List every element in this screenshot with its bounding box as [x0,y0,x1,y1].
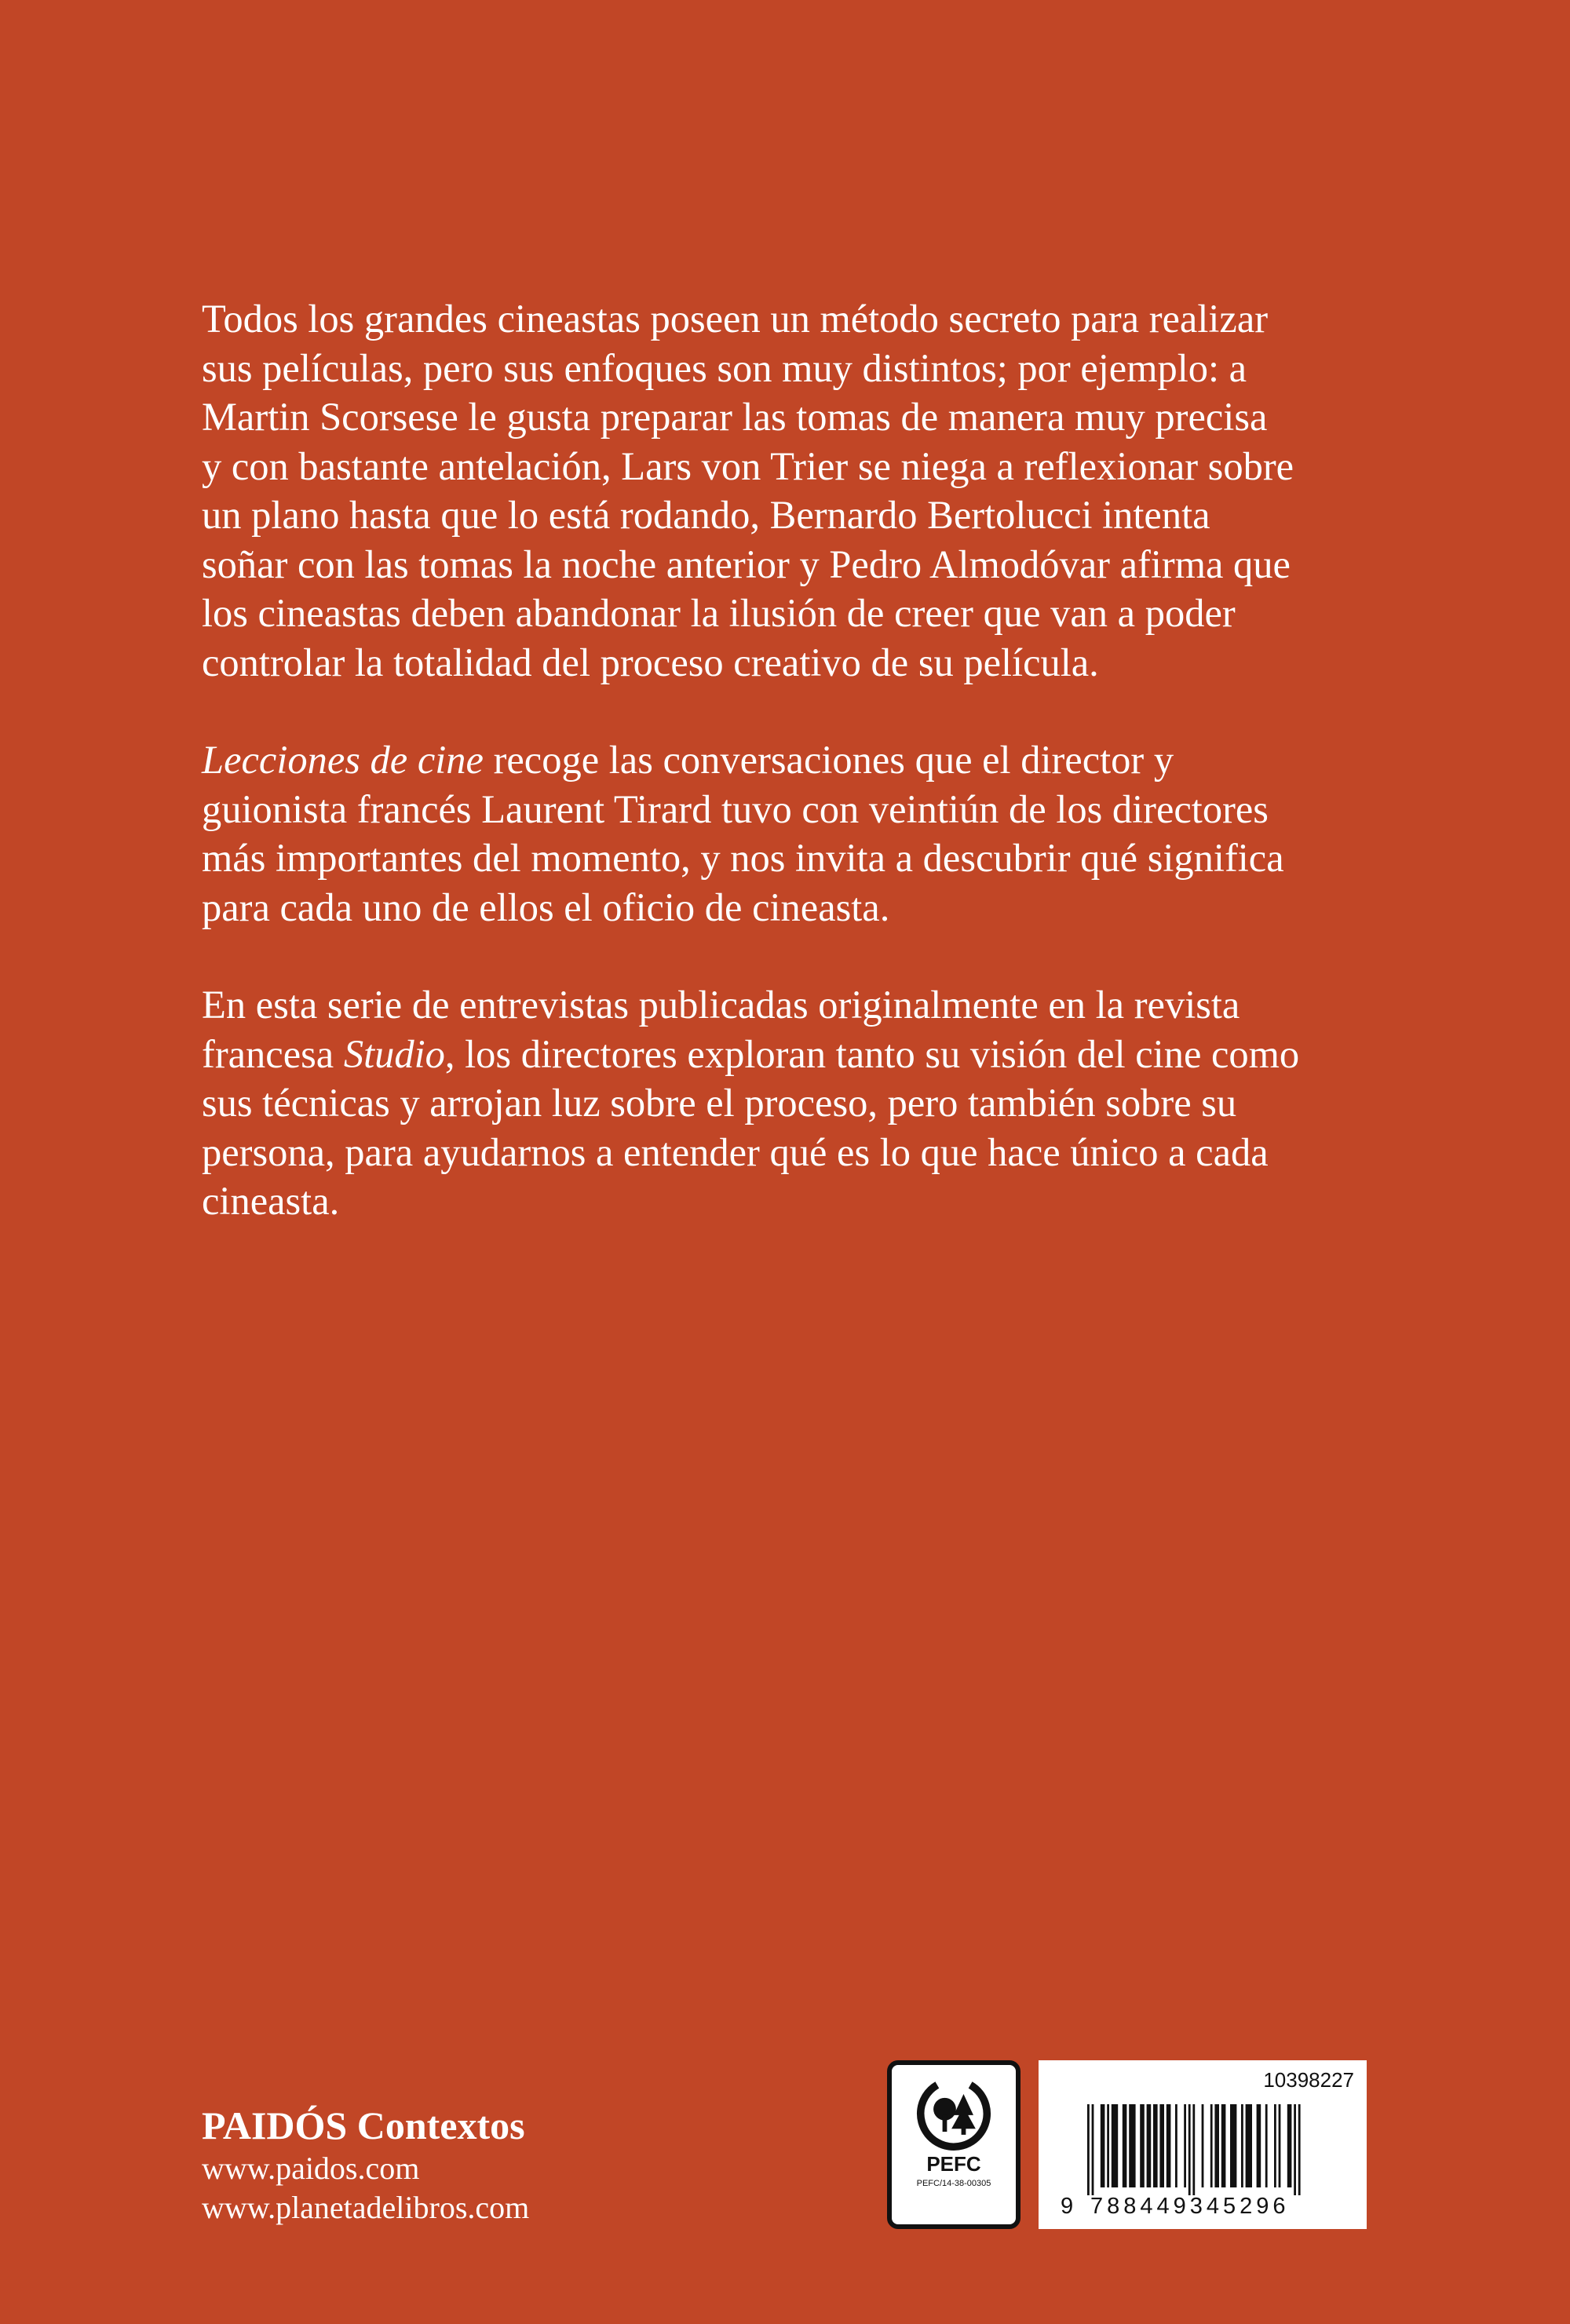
barcode-digits: 788449345296 [1090,2194,1290,2219]
barcode-bar [1184,2104,1186,2187]
blurb-line: sus técnicas y arrojan luz sobre el proceso, pero también sobre su [202,1081,1237,1125]
barcode-bar [1210,2104,1213,2187]
publisher-imprint [202,2102,529,2227]
barcode-bar [1123,2104,1127,2187]
back-cover-blurb [202,294,1379,1275]
barcode-bar [1287,2104,1292,2187]
blurb-paragraph-2 [202,735,1379,932]
blurb-line: un plano hasta que lo está rodando, Bernardo Bertolucci intenta [202,493,1210,537]
blurb-line: más importantes del momento, y nos invita a descubrir qué significa [202,836,1284,880]
barcode-bar [1140,2104,1145,2187]
blurb-paragraph-3 [202,980,1379,1226]
barcode-bar [1221,2104,1226,2187]
barcode-bar [1087,2104,1090,2195]
barcode-bar [1279,2104,1281,2187]
blurb-line: Todos los grandes cineastas poseen un método secreto para realizar [202,297,1269,341]
pefc-tree-logo-icon [916,2076,991,2151]
blurb-line: persona, para ayudarnos a entender qué es lo que hace único a cada [202,1129,1269,1174]
blurb-line: y con bastante antelación, Lars von Trier se niega a reflexionar sobre [202,443,1294,488]
barcode-bar [1230,2104,1236,2187]
barcode-bar [1112,2104,1118,2187]
barcode-bar [1257,2104,1261,2187]
blurb-line: los cineastas deben abandonar la ilusión de creer que van a poder [202,591,1236,635]
pefc-certification-badge [887,2060,1020,2229]
barcode-bar [1167,2104,1171,2187]
blurb-line: sus películas, pero sus enfoques son muy distintos; por ejemplo: a [202,345,1247,390]
barcode-bar [1188,2104,1191,2195]
barcode-bar [1101,2104,1105,2187]
blurb-line: Martin Scorsese le gusta preparar las tomas de manera muy precisa [202,395,1268,439]
barcode-bar [1241,2104,1243,2187]
isbn-barcode [1039,2060,1367,2229]
blurb-line [202,1030,1379,1079]
blurb-line: para cada uno de ellos el oficio de cineasta. [202,885,890,929]
pefc-label: PEFC [926,2152,981,2176]
barcode-bar [1129,2104,1135,2187]
blurb-line: soñar con las tomas la noche anterior y Pedro Almodóvar afirma que [202,542,1291,586]
barcode-bar [1159,2104,1164,2187]
barcode-bar [1265,2104,1268,2187]
imprint-title: PAIDÓS Contextos [202,2103,525,2147]
blurb-line: controlar la totalidad del proceso creativo de su película. [202,640,1099,684]
paidos-website-link[interactable]: www.paidos.com [202,2151,420,2186]
barcode-bar [1175,2104,1178,2187]
barcode-bar [1092,2104,1094,2195]
barcode-bar [1214,2104,1219,2187]
reference-number: 10398227 [1263,2068,1354,2092]
barcode-bar [1274,2104,1276,2187]
blurb-line: En esta serie de entrevistas publicadas originalmente en la revista [202,983,1240,1027]
barcode-bars [1086,2104,1327,2195]
book-title: Lecciones de cine [202,738,484,782]
blurb-text: recoge las conversaciones que el director y [483,738,1174,782]
barcode-bar [1294,2104,1296,2195]
barcode-lead-digit: 9 [1061,2194,1074,2219]
planetadelibros-website-link[interactable]: www.planetadelibros.com [202,2190,530,2225]
barcode-bar [1192,2104,1195,2195]
blurb-line: guionista francés Laurent Tirard tuvo con veintiún de los directores [202,786,1269,831]
blurb-line [202,735,1379,785]
barcode-bar [1202,2104,1204,2187]
blurb-line: cineasta. [202,1179,340,1223]
pefc-code: PEFC/14-38-00305 [916,2179,991,2188]
barcode-bar [1298,2104,1301,2195]
blurb-text: francesa [202,1031,344,1076]
magazine-title: Studio [343,1031,445,1076]
blurb-text: , los directores exploran tanto su visión del cine como [444,1031,1300,1076]
barcode-bar [1153,2104,1158,2187]
barcode-bar [1107,2104,1109,2187]
barcode-bar [1246,2104,1252,2187]
barcode-bar [1147,2104,1152,2187]
blurb-paragraph-1 [202,294,1379,687]
